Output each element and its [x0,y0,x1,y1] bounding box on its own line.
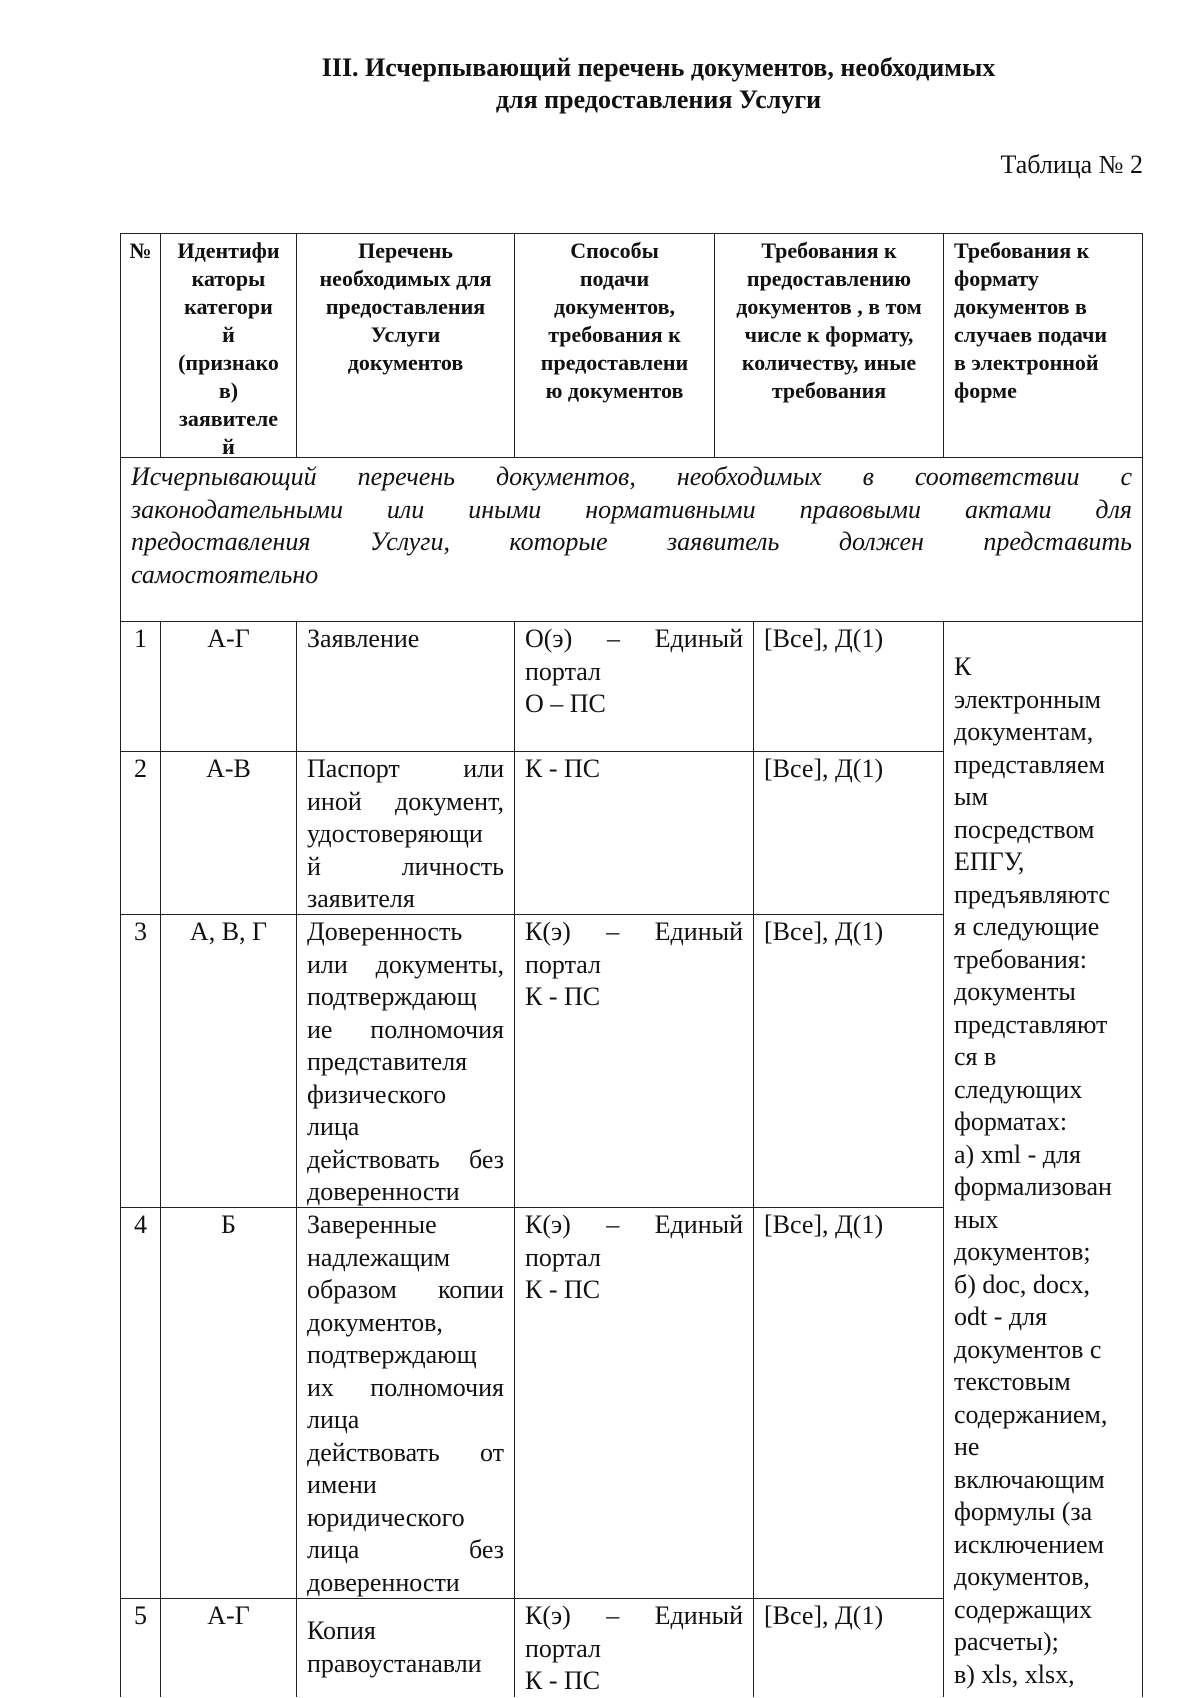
page-top-rule [1048,0,1148,4]
row-1-num: 1 [134,624,147,653]
section-band [121,461,1142,591]
header-electronic-format: Требования к формату документов в случаев подачи в электронной форме [954,238,1108,403]
row-4-categories: Б [221,1210,236,1239]
section-band-line: предоставления Услуги, которые заявитель должен представить [131,527,1132,556]
row-5-categories: А-Г [207,1601,250,1630]
section-band-line: законодательными или иными нормативными правовыми актами для [131,494,1132,524]
row-separator [120,1598,943,1599]
header-identifiers: Идентифи каторы категори й (признако в) заявителе й [177,238,280,459]
row-3-doc: Доверенность или документы, подтверждающ ие полномочия представителя физического лица действовать без доверенности [307,917,504,1206]
header-docs-list: Перечень необходимых для предоставления Услуги документов [319,238,492,375]
row-2-submission: К - ПС [525,754,601,783]
row-5-submission: К(э) – Единый портал К - ПС [525,1601,743,1695]
page-title-line-1: III. Исчерпывающий перечень документов, необходимых [321,53,996,82]
row-separator [120,1207,943,1208]
row-separator [120,751,943,752]
table-border-left [120,233,121,1697]
section-band-line: Исчерпывающий перечень документов, необходимых в соответствии с [131,462,1132,491]
row-2-requirements: [Все], Д(1) [764,754,884,783]
row-4-num: 4 [134,1210,147,1239]
row-2-doc: Паспорт или иной документ, удостоверяющи й личность заявителя [307,754,504,913]
row-3-num: 3 [134,917,147,946]
row-3-submission: К(э) – Единый портал К - ПС [525,917,743,1011]
table-caption: Таблица № 2 [1000,150,1143,179]
row-1-doc: Заявление [307,624,420,653]
table-border-top [120,233,1143,234]
row-4-submission: К(э) – Единый портал К - ПС [525,1210,743,1304]
header-submission: Способы подачи документов, требования к предоставлени ю документов [540,238,689,403]
band-bottom-line [120,621,1143,622]
row-separator [120,914,943,915]
electronic-requirements: К электронным документам, представляем ым посредством ЕПГУ, предъявляютс я следующие требования: документы представляют ся в следующих форматах: а) xml - для формализован ных документов; б) doc, docx, odt - для документов с текстовым содержанием, не включающим формулы (за исключением документов, содержащих расчеты); в) xls, xlsx, [954,652,1112,1689]
page-title [0,52,1200,116]
row-4-doc: Заверенные надлежащим образом копии документов, подтверждающ их полномочия лица действовать от имени юридического лица без доверенности [307,1210,504,1597]
row-1-categories: А-Г [207,624,250,653]
header-num: № [129,238,152,263]
header-requirements: Требования к предоставлению документов , в том числе к формату, количеству, иные требования [736,238,922,403]
row-5-doc: Копия правоустанавли [307,1616,482,1678]
row-3-categories: А, В, Г [189,917,268,946]
table-border-right [1142,233,1143,1697]
row-1-submission: О(э) – Единый портал О – ПС [525,624,743,718]
row-5-num: 5 [134,1601,147,1630]
section-band-line: самостоятельно [131,559,319,589]
page-title-line-2: для предоставления Услуги [495,85,822,114]
row-4-requirements: [Все], Д(1) [764,1210,884,1239]
row-5-requirements: [Все], Д(1) [764,1601,884,1630]
row-2-num: 2 [134,754,147,783]
row-1-requirements: [Все], Д(1) [764,624,884,653]
row-2-categories: А-В [206,754,251,783]
row-3-requirements: [Все], Д(1) [764,917,884,946]
